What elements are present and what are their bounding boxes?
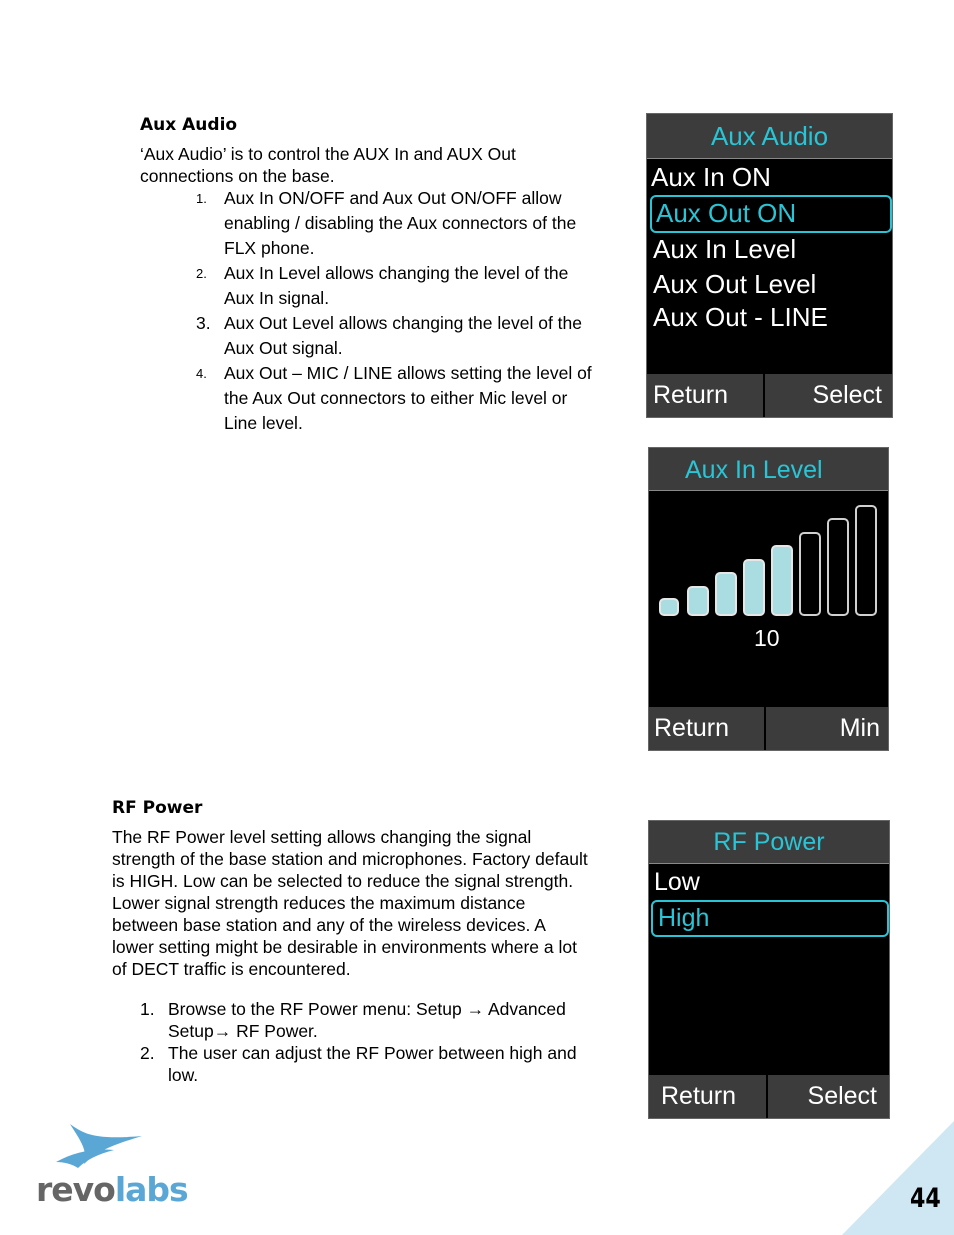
revolabs-logo xyxy=(36,1122,188,1212)
level-bar xyxy=(659,598,679,616)
aux-audio-screen xyxy=(646,113,893,418)
level-value: 10 xyxy=(754,625,780,651)
level-meter[interactable] xyxy=(659,504,879,616)
aux-in-level-screen xyxy=(648,447,889,751)
menu-item-aux-in-level[interactable]: Aux In Level xyxy=(653,234,797,264)
rf-power-screen xyxy=(648,820,890,1119)
return-softkey[interactable]: Return xyxy=(649,1075,768,1118)
list-number: 3. xyxy=(196,313,211,333)
screen-title: Aux Audio xyxy=(647,114,892,159)
min-softkey[interactable]: Min xyxy=(839,714,880,742)
softkey-bar xyxy=(649,707,888,750)
menu-item-aux-out-on[interactable]: Aux Out ON xyxy=(650,195,892,233)
list-item xyxy=(140,998,588,1042)
return-softkey[interactable]: Return xyxy=(649,707,766,750)
level-bar xyxy=(687,586,709,616)
level-bar xyxy=(799,532,821,616)
logo-text-labs: labs xyxy=(114,1170,188,1209)
return-softkey[interactable]: Return xyxy=(647,374,765,417)
list-number: 1. xyxy=(196,191,207,206)
list-item-text: Aux In ON/OFF and Aux Out ON/OFF allow enabling / disabling the Aux connectors of the FLX phone. xyxy=(224,188,577,258)
list-item xyxy=(140,1042,588,1086)
list-item-text: Aux Out Level allows changing the level of the Aux Out signal. xyxy=(224,313,582,358)
menu-item-aux-out-level[interactable]: Aux Out Level xyxy=(653,269,817,299)
list-item xyxy=(196,186,592,261)
list-number: 2. xyxy=(196,266,207,281)
page-corner-shape xyxy=(842,1121,954,1235)
list-number: 2. xyxy=(140,1043,155,1063)
list-number: 4. xyxy=(196,366,207,381)
rf-power-intro: The RF Power level setting allows changing the signal strength of the base station and microphones. Factory default is HIGH. Low can be selected to reduce the signal strength. Lower signal strength reduces the maximum distance between base station and any of the wireless devices. A lower setting might be desirable in environments where a lot of DECT traffic is encountered. xyxy=(112,827,588,979)
level-bar xyxy=(855,505,877,616)
menu-item-aux-out-line[interactable]: Aux Out - LINE xyxy=(653,302,828,332)
logo-fin-icon xyxy=(54,1122,144,1168)
list-number: 1. xyxy=(140,999,155,1019)
softkey-bar xyxy=(647,374,892,417)
level-bar xyxy=(743,559,765,616)
menu-item-high[interactable]: High xyxy=(651,900,889,937)
logo-wordmark xyxy=(36,1168,188,1212)
level-bar xyxy=(771,545,793,616)
softkey-bar xyxy=(649,1075,889,1118)
menu-item-low[interactable]: Low xyxy=(654,868,700,896)
rf-power-heading: RF Power xyxy=(112,798,203,818)
list-item xyxy=(196,361,592,436)
list-item xyxy=(196,261,592,311)
level-bar xyxy=(715,572,737,616)
rf-power-steps xyxy=(140,998,588,1086)
aux-audio-intro: ‘Aux Audio’ is to control the AUX In and AUX Out connections on the base. xyxy=(140,144,516,186)
list-item-text: The user can adjust the RF Power between high and low. xyxy=(168,1043,577,1085)
aux-audio-list xyxy=(196,186,592,436)
page-number: 44 xyxy=(910,1183,941,1214)
list-item-text: Browse to the RF Power menu: Setup → Advanced Setup→ RF Power. xyxy=(168,999,566,1041)
screen-title: RF Power xyxy=(649,821,889,864)
aux-audio-heading: Aux Audio xyxy=(140,115,238,135)
logo-text-revo: revo xyxy=(36,1170,115,1209)
select-softkey[interactable]: Select xyxy=(807,1082,877,1110)
select-softkey[interactable]: Select xyxy=(812,381,882,409)
screen-title: Aux In Level xyxy=(649,448,888,491)
level-bar xyxy=(827,518,849,616)
list-item-text: Aux Out – MIC / LINE allows setting the level of the Aux Out connectors to either Mic level or Line level. xyxy=(224,363,592,433)
list-item-text: Aux In Level allows changing the level of the Aux In signal. xyxy=(224,263,569,308)
list-item xyxy=(196,311,592,361)
menu-item-aux-in-on[interactable]: Aux In ON xyxy=(651,162,771,192)
